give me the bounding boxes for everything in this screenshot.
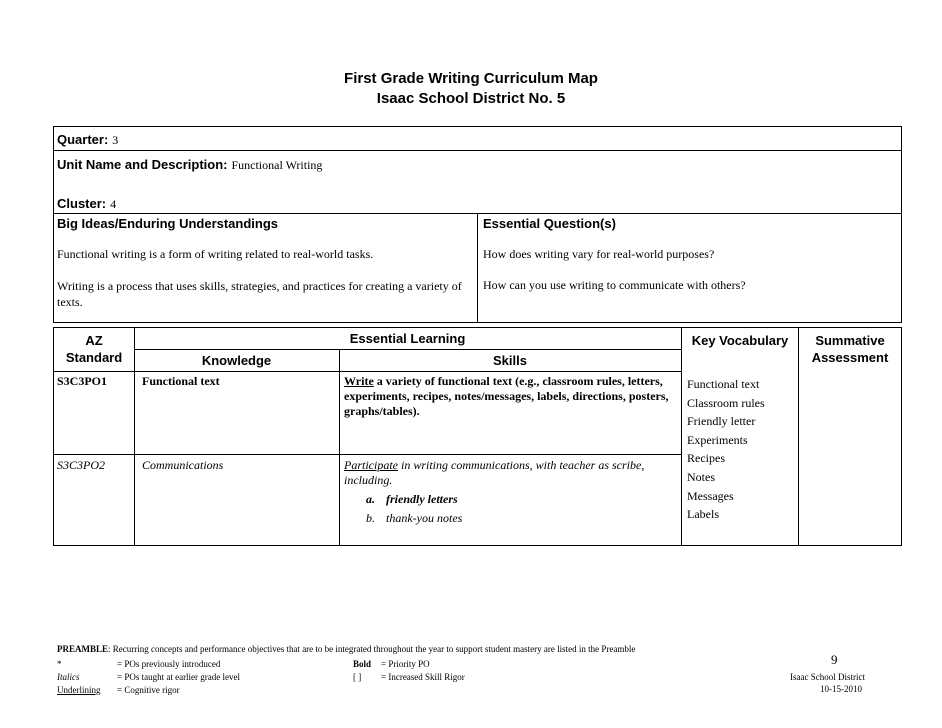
- legend-key: Underlining: [57, 685, 101, 695]
- vocab-item: Friendly letter: [687, 414, 756, 429]
- page-number: 9: [831, 652, 838, 667]
- cluster-value: 4: [110, 197, 117, 211]
- district-title: Isaac School District No. 5: [376, 90, 566, 107]
- skill-item: [344, 374, 674, 419]
- vocab-item: Labels: [687, 507, 719, 522]
- divider: [339, 349, 340, 546]
- legend-desc: = Priority PO: [381, 659, 430, 669]
- cluster-row: [57, 195, 116, 213]
- vocabulary-list: [687, 375, 765, 524]
- legend-key: Bold: [353, 659, 372, 669]
- legend-key: Italics: [57, 672, 80, 682]
- col-assessment-header: Summative Assessment: [811, 333, 889, 365]
- divider: [53, 150, 902, 151]
- vocab-item: Notes: [687, 469, 715, 484]
- legend-desc: = Increased Skill Rigor: [381, 672, 465, 682]
- legend-key: *: [57, 659, 62, 669]
- big-idea-item: Functional writing is a form of writing related to real-world tasks.: [57, 247, 374, 261]
- divider: [53, 454, 681, 455]
- divider: [53, 371, 681, 372]
- footer-date: 10-15-2010: [820, 684, 862, 694]
- divider: [477, 213, 478, 323]
- list-item-text: thank-you notes: [386, 511, 463, 525]
- preamble-text: : Recurring concepts and performance objectives that are to be integrated throughout the year to support student mastery are listed in the Preamble: [108, 644, 636, 654]
- skill-sub-item: [366, 492, 458, 507]
- unit-row: [57, 156, 322, 174]
- unit-label: Unit Name and Description:: [57, 157, 228, 172]
- quarter-value: 3: [112, 133, 119, 147]
- col-essential-header: Essential Learning: [349, 331, 466, 346]
- preamble-label: PREAMBLE: [57, 644, 109, 654]
- preamble: [57, 643, 635, 655]
- essential-question-item: How can you use writing to communicate with others?: [483, 278, 746, 292]
- divider: [681, 327, 682, 546]
- col-standard-header: AZ Standard: [65, 333, 123, 365]
- vocab-item: Classroom rules: [687, 395, 765, 410]
- essential-question-item: How does writing vary for real-world purposes?: [483, 247, 715, 261]
- big-idea-item: Writing is a process that uses skills, strategies, and practices for creating a variety of texts.: [57, 279, 462, 309]
- col-knowledge-header: Knowledge: [201, 353, 272, 368]
- knowledge-item: Functional text: [142, 374, 220, 388]
- vocab-item: Recipes: [687, 451, 725, 466]
- vocab-item: Functional text: [687, 377, 760, 391]
- legend-desc: = POs taught at earlier grade level: [117, 672, 241, 682]
- standard-code: S3C3PO2: [57, 458, 105, 472]
- legend-desc: = POs previously introduced: [117, 659, 221, 669]
- list-marker: a.: [366, 492, 375, 506]
- footer-district: Isaac School District: [790, 672, 865, 682]
- col-vocab-header: Key Vocabulary: [691, 333, 789, 348]
- big-ideas-heading: Big Ideas/Enduring Understandings: [57, 216, 279, 231]
- list-marker: b.: [366, 511, 375, 525]
- page-title: First Grade Writing Curriculum Map: [344, 70, 598, 87]
- skill-text: in writing communications, with teacher as scribe, including.: [344, 458, 645, 487]
- skill-item: [344, 458, 674, 488]
- unit-value: Functional Writing: [231, 158, 323, 172]
- skill-verb: Participate: [344, 458, 398, 472]
- knowledge-item: Communications: [142, 458, 224, 472]
- essential-questions-heading: Essential Question(s): [483, 216, 616, 231]
- cluster-label: Cluster:: [57, 196, 107, 211]
- vocab-item: Messages: [687, 488, 734, 503]
- col-skills-header: Skills: [493, 353, 527, 368]
- skill-text: a variety of functional text (e.g., classroom rules, letters, experiments, recipes, notes/messages, labels, directions, posters, graphs/tables).: [344, 374, 669, 418]
- quarter-label: Quarter:: [57, 132, 109, 147]
- quarter-row: [57, 131, 118, 149]
- legend-desc: = Cognitive rigor: [117, 685, 180, 695]
- divider: [134, 349, 681, 350]
- vocab-item: Experiments: [687, 432, 748, 447]
- standard-code: S3C3PO1: [57, 374, 108, 388]
- skill-sub-item: [366, 511, 462, 526]
- list-item-text: friendly letters: [386, 492, 458, 506]
- legend-key: [ ]: [353, 672, 362, 682]
- skill-verb: Write: [344, 374, 374, 388]
- divider: [798, 327, 799, 546]
